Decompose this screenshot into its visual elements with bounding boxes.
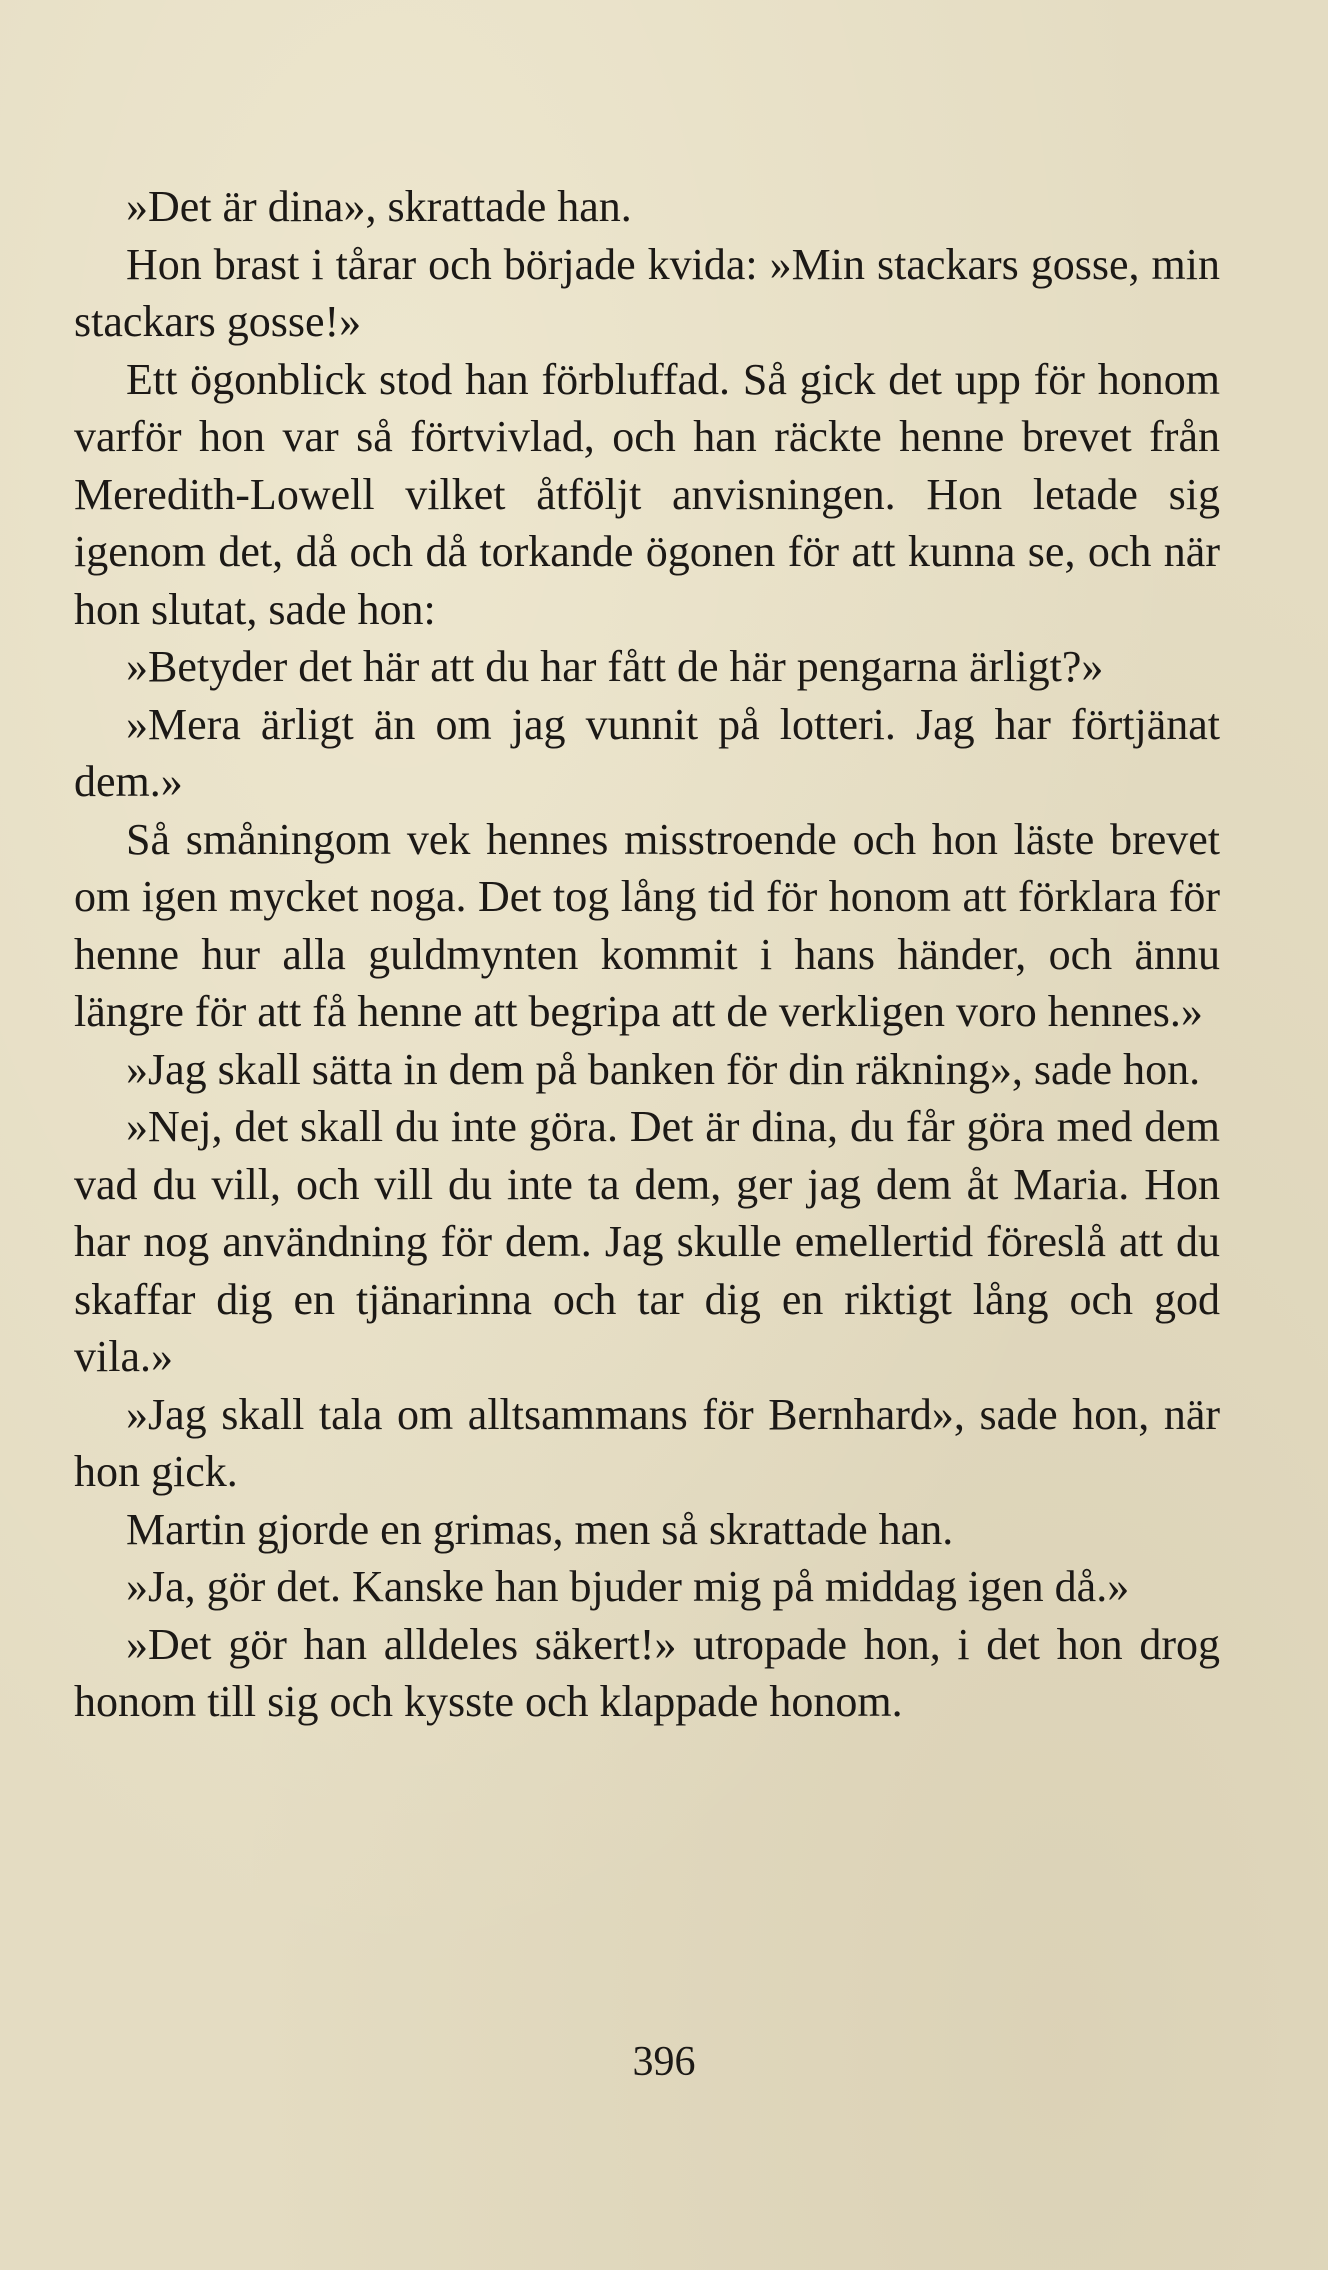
paragraph: »Nej, det skall du inte göra. Det är dina, du får göra med dem vad du vill, och vill du inte ta dem, ger jag dem åt Maria. Hon har nog användning för dem. Jag skulle emellertid föreslå att du skaffar dig en tjänarinna och tar dig en riktigt lång och god vila.» — [74, 1102, 1220, 1381]
paragraph: »Ja, gör det. Kanske han bjuder mig på middag igen då.» — [126, 1562, 1130, 1611]
paragraph: »Jag skall sätta in dem på banken för din räkning», sade hon. — [126, 1044, 1201, 1094]
paragraph: »Mera ärligt än om jag vunnit på lotteri. Jag har förtjänat dem.» — [74, 699, 1220, 806]
paragraph: »Det är dina», skrattade han. — [126, 182, 632, 231]
paragraph: »Betyder det här att du har fått de här pengarna ärligt?» — [126, 642, 1104, 691]
paragraph: Martin gjorde en grimas, men så skrattade han. — [126, 1504, 954, 1554]
paragraph: »Jag skall tala om alltsammans för Bernhard», sade hon, när hon gick. — [74, 1389, 1220, 1496]
page-number: 396 — [632, 2039, 696, 2085]
paragraph: Hon brast i tårar och började kvida: »Min stackars gosse, min stackars gosse!» — [74, 239, 1220, 346]
body-text — [74, 178, 1220, 1731]
paragraph: »Det gör han alldeles säkert!» utropade hon, i det hon drog honom till sig och kysste och klappade honom. — [74, 1619, 1220, 1726]
paragraph: Ett ögonblick stod han förbluffad. Så gick det upp för honom varför hon var så förtvivlad, och han räckte henne brevet från Meredith-Lowell vilket åtföljt anvisningen. Hon letade sig igenom det, då och då torkande ögonen för att kunna se, och när hon slutat, sade hon: — [74, 354, 1220, 634]
paragraph: Så småningom vek hennes misstroende och hon läste brevet om igen mycket noga. Det tog lång tid för honom att förklara för henne hur alla guldmynten kommit i hans händer, och ännu längre för att få henne att begripa att de verkligen voro hennes.» — [74, 814, 1220, 1036]
